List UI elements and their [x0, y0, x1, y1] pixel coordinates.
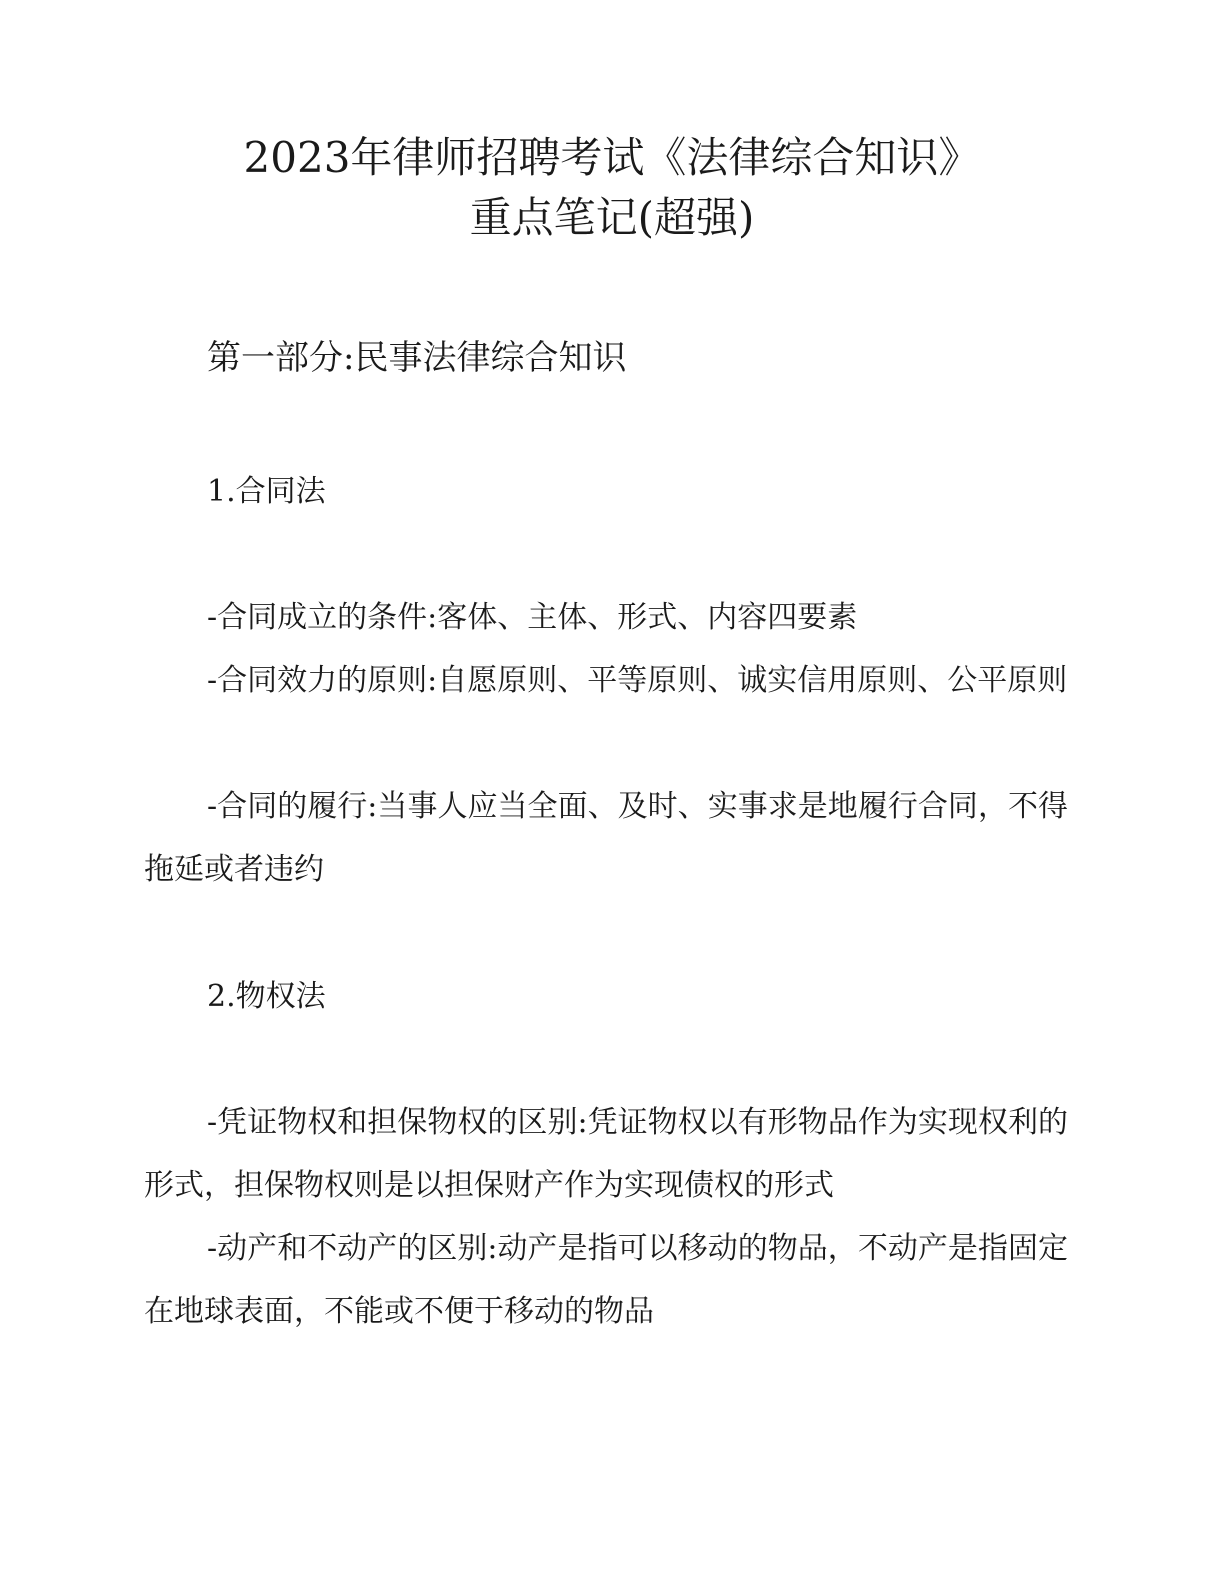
paragraph: -合同效力的原则:自愿原则、平等原则、诚实信用原则、公平原则 [207, 663, 1068, 698]
paragraph: -凭证物权和担保物权的区别:凭证物权以有形物品作为实现权利的形式，担保物权则是以担保财产作为实现债权的形式 [144, 1105, 1068, 1203]
document-title-line-2: 重点笔记(超强) [469, 193, 755, 242]
document-title-line-1: 2023年律师招聘考试《法律综合知识》 [243, 133, 981, 182]
part-heading: 第一部分:民事法律综合知识 [207, 338, 627, 378]
paragraph: -动产和不动产的区别:动产是指可以移动的物品，不动产是指固定在地球表面，不能或不便于移动的物品 [144, 1231, 1068, 1329]
section-heading-property-law: 2.物权法 [207, 979, 326, 1014]
section-heading-contract-law: 1.合同法 [207, 474, 326, 509]
paragraph: -合同的履行:当事人应当全面、及时、实事求是地履行合同，不得拖延或者违约 [144, 789, 1068, 887]
paragraph: -合同成立的条件:客体、主体、形式、内容四要素 [207, 600, 858, 635]
